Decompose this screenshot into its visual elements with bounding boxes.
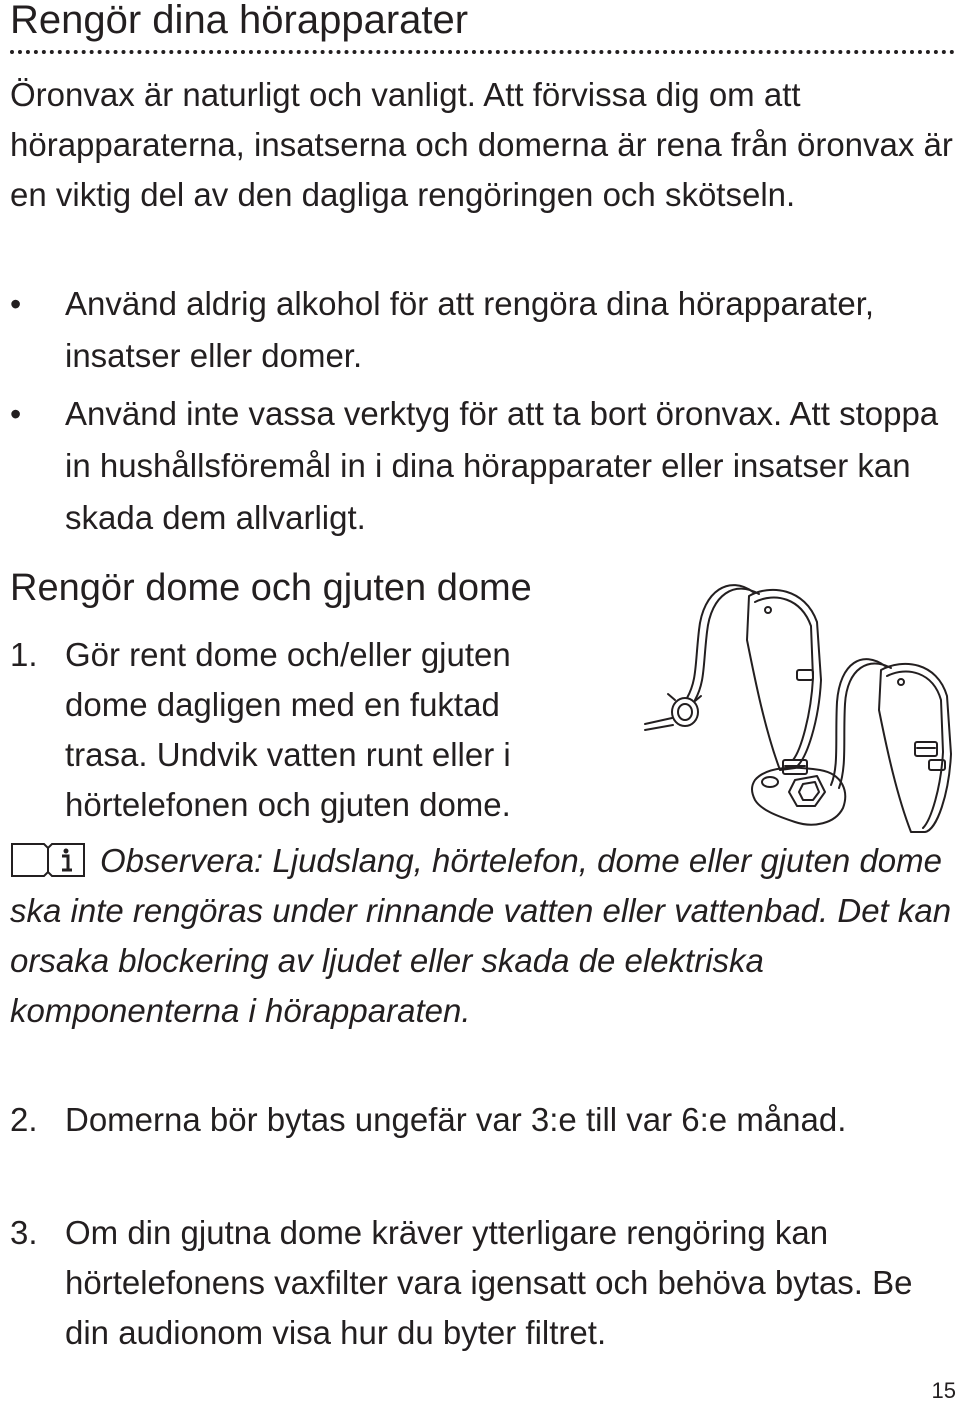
page-title: Rengör dina hörapparater [10,0,469,42]
section-heading: Rengör dome och gjuten dome [10,567,532,609]
step-number: 2. [10,1101,38,1138]
hearing-aids-illustration [635,570,960,835]
step-number: 3. [10,1214,38,1251]
step-text: Om din gjutna dome kräver ytterligare rengöring kan hörtelefonens vaxfilter vara igensatt och behöva bytas. Be din audionom visa hur du byter filtret. [65,1214,913,1351]
page-number: 15 [931,1378,956,1403]
bullet-marker: • [10,286,22,322]
step-text: Domerna bör bytas ungefär var 3:e till var 6:e månad. [65,1101,847,1138]
bullet-text: Använd aldrig alkohol för att rengöra dina hörapparater, insatser eller domer. [65,285,875,374]
bullet-item [10,278,960,382]
bullet-text: Använd inte vassa verktyg för att ta bort öronvax. Att stoppa in hushållsföremål in i dina hörapparater eller insatser kan skada dem allvarligt. [65,395,939,536]
step-text: Gör rent dome och/eller gjuten dome dagligen med en fuktad trasa. Undvik vatten runt eller i hörtelefonen och gjuten dome. [65,636,511,823]
note-text: Observera: Ljudslang, hörtelefon, dome eller gjuten dome ska inte rengöras under rinnande vatten eller vattenbad. Det kan orsaka blockering av ljudet eller skada de elektriska komponenterna i hörapparaten. [10,842,952,1029]
note-paragraph [10,836,955,1036]
intro-paragraph: Öronvax är naturligt och vanligt. Att förvissa dig om att hörapparaterna, insatserna och domerna är rena från öronvax är en viktig del av den dagliga rengöringen och skötseln. [10,76,953,213]
step-number: 1. [10,636,38,673]
step-item [10,630,570,830]
dome-icon [645,694,701,730]
bullet-marker: • [10,396,22,432]
title-divider [10,50,955,54]
step-item [10,1095,960,1145]
step-item [10,1208,960,1358]
bullet-item [10,388,960,544]
info-booklet-icon [10,840,86,878]
molded-dome-icon [752,768,845,825]
